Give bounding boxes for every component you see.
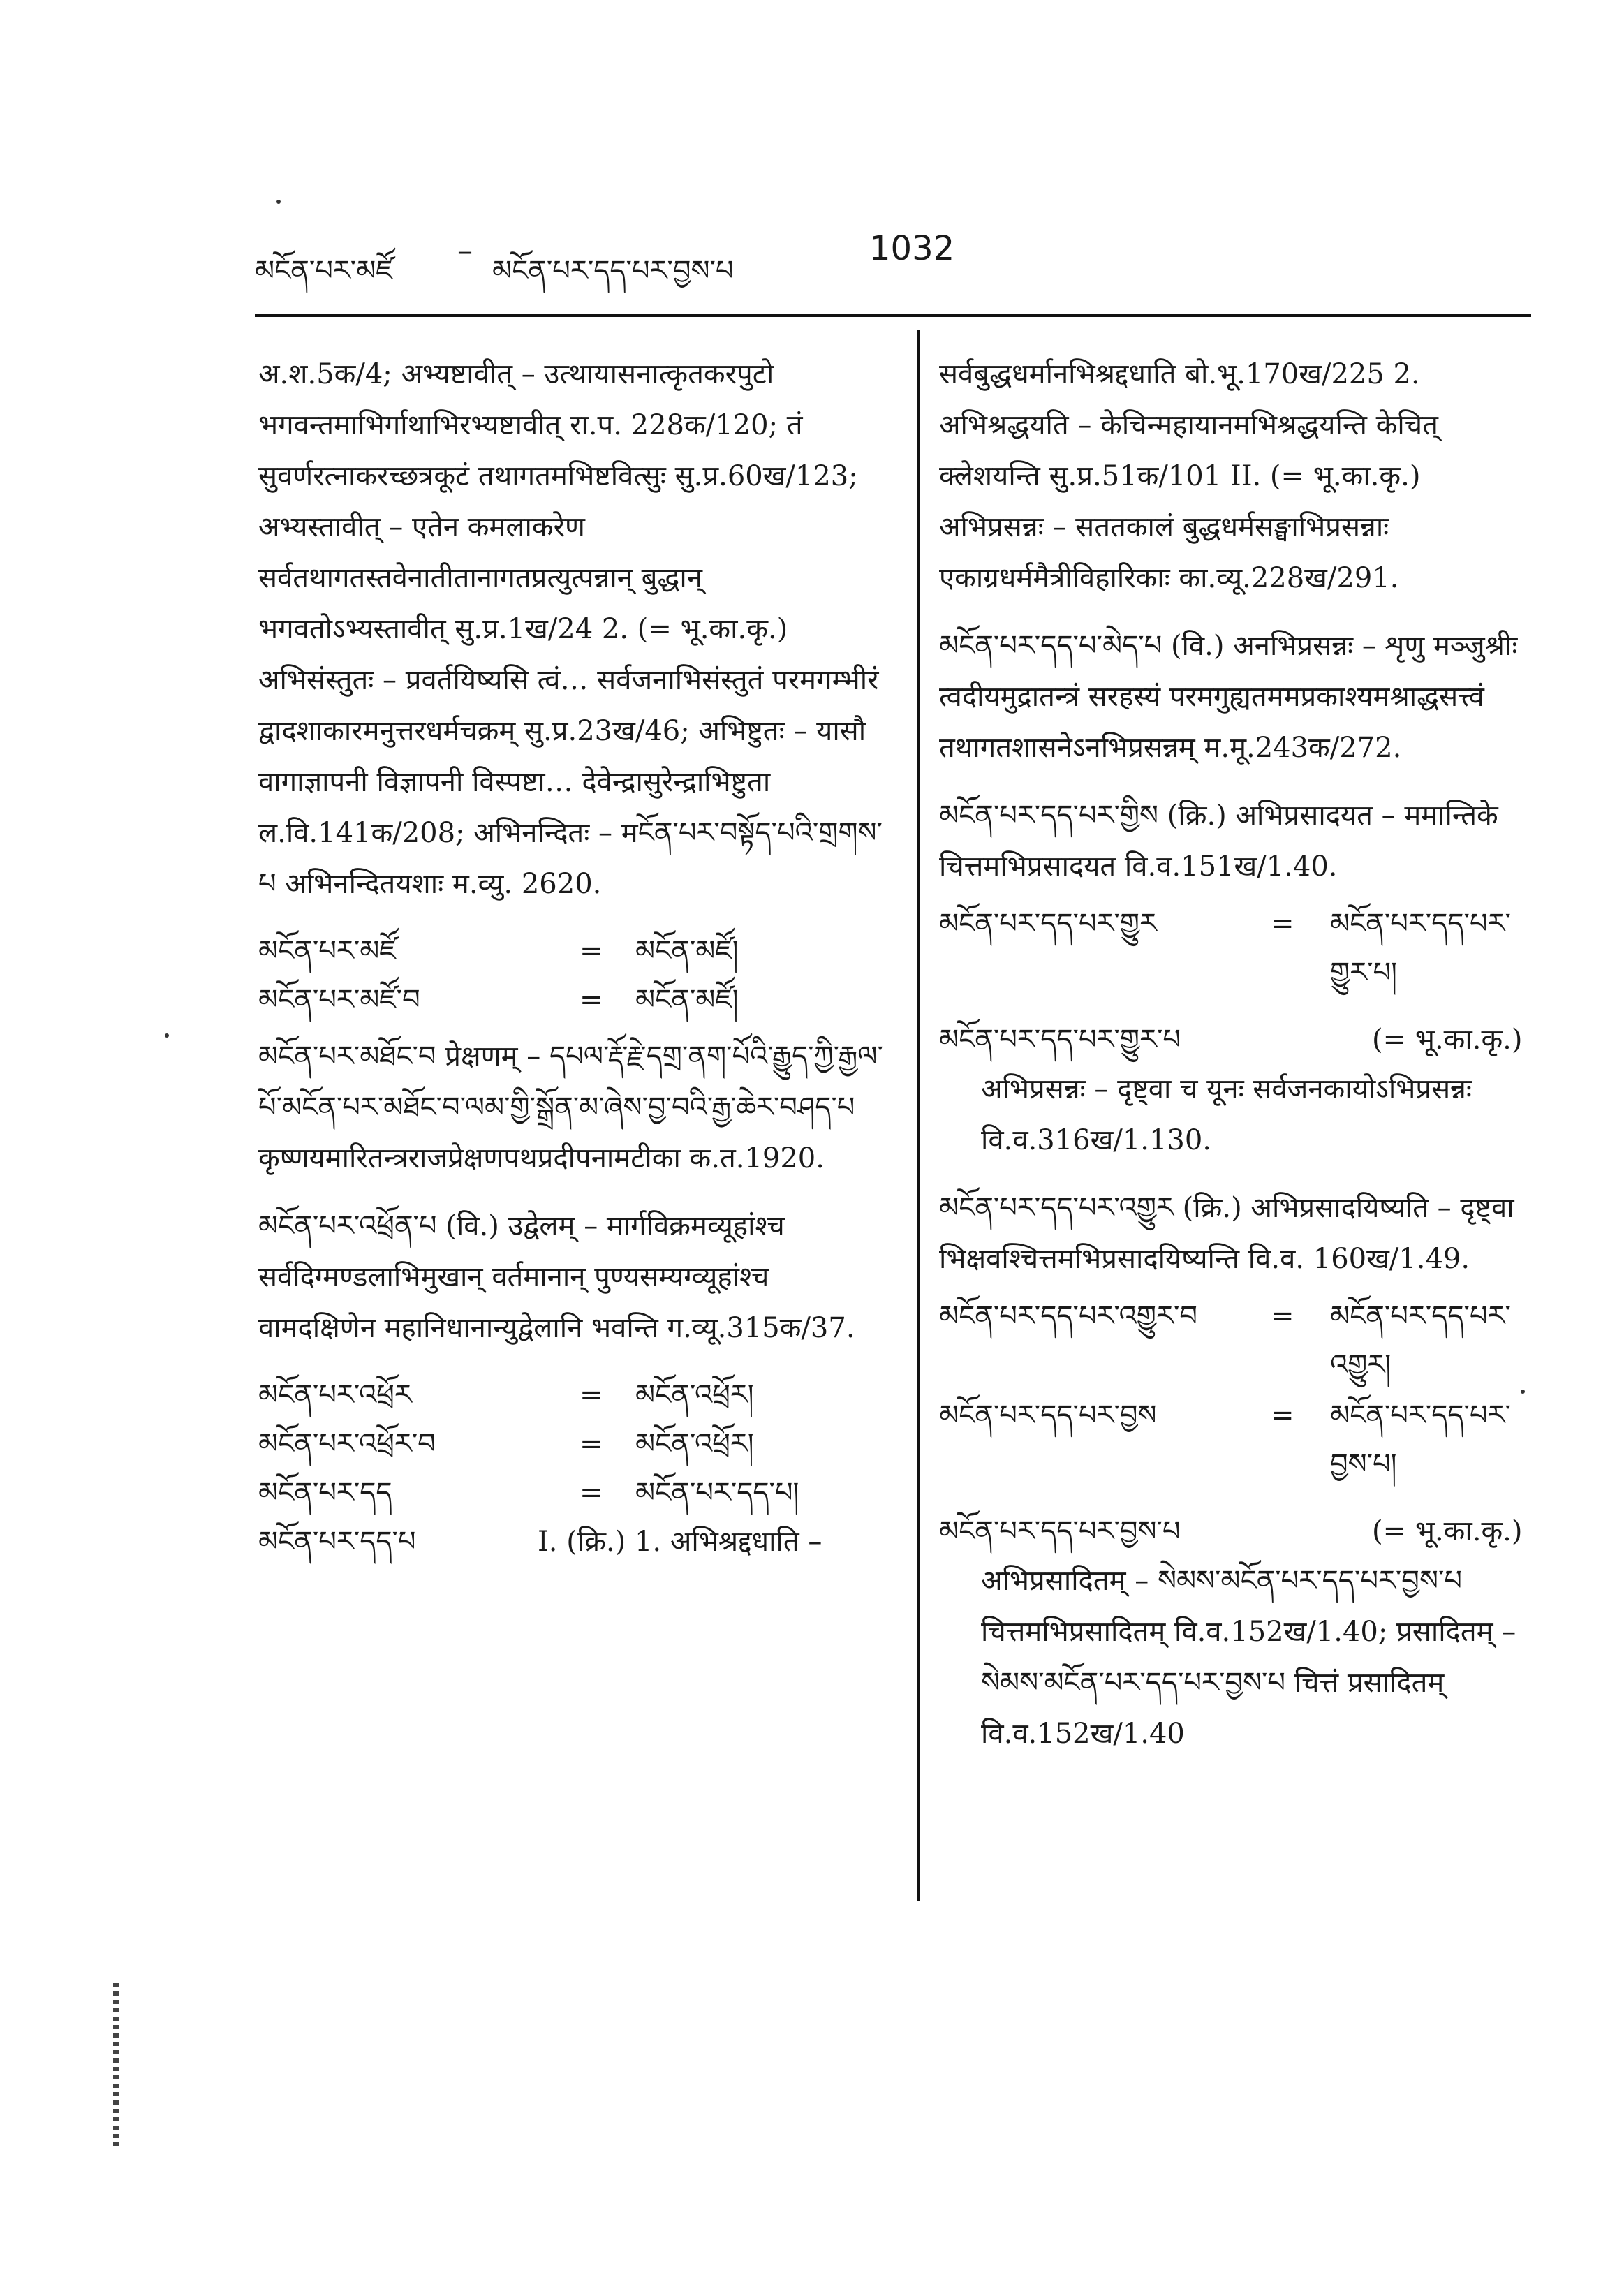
reference-target: མངོན་པར་དད་པ།: [635, 1477, 799, 1509]
equals-sign: =: [580, 1379, 603, 1411]
grammar-label: (= भू.का.कृ.): [1372, 1024, 1523, 1056]
reference-target: [1330, 1391, 1511, 1489]
cross-reference-entry: [258, 927, 887, 975]
equals-sign: =: [1271, 1300, 1294, 1332]
headword: མངོན་པར་འཕྲོར: [258, 1379, 412, 1411]
reference-target-line: གྱུར་པ།: [1330, 957, 1397, 989]
speck-dot: [165, 1033, 169, 1038]
dictionary-entry: མངོན་པར་དད་པར་འགྱུར (क्रि.) अभिप्रसादयिष्यति – दृष्ट्वा भिक्षवश्चित्तमभिप्रसादयिष्यन्ति वि.व. 160ख/1.49.: [939, 1192, 1514, 1275]
headword: མངོན་པར་མཛོ་བ: [258, 984, 420, 1016]
headword: མངོན་པར་དད་པར་བྱས: [939, 1399, 1157, 1431]
reference-target: མངོན་འཕྲོར།: [635, 1428, 754, 1460]
reference-target: མངོན་མཛོ།: [635, 935, 739, 967]
reference-target: [1330, 1292, 1511, 1390]
speck-dot: [276, 200, 281, 204]
entry-continuation: अ.श.5क/4; अभ्यष्टावीत् – उत्थायासनात्कृतकरपुटो भगवन्तमाभिर्गाथाभिरभ्यष्टावीत् रा.प. 228क/120; तं सुवर्णरत्नाकरच्छत्रकूटं तथागतमभिष्टवित्सुः सु.प्र.60ख/123; अभ्यस्तावीत् – एतेन कमलाकरेण सर्वतथागतस्तवेनातीतानागतप्रत्युत्पन्नान् बुद्धान् भगवतोऽभ्यस्तावीत् सु.प्र.1ख/24 2. (= भू.का.कृ.) अभिसंस्तुतः – प्रवर्तयिष्यसि त्वं… सर्वजनाभिसंस्तुतं परमगम्भीरं द्वादशाकारमनुत्तरधर्मचक्रम् सु.प्र.23ख/46; अभिष्टुतः – यासौ वागाज्ञापनी विज्ञापनी विस्पष्टा… देवेन्द्रासुरेन्द्राभिष्टुता ल.वि.141क/208; अभिनन्दितः – मངོན་པར་བསྟོད་པའི་གྲགས་པ अभिनन्दितयशाः म.व्यु. 2620.: [258, 358, 883, 900]
headword: མངོན་པར་དད་པར་གྱུར: [939, 908, 1157, 940]
entry-definition-start: I. (क्रि.) 1. अभिश्रद्दधाति –: [538, 1526, 822, 1558]
reference-target-line: མངོན་པར་དད་པར་: [1330, 1300, 1511, 1332]
headword: མངོན་པར་འཕྲོར་བ: [258, 1428, 436, 1460]
headword: མངོན་པར་དད་པ: [258, 1526, 416, 1558]
page-header: [255, 229, 1526, 285]
entry-definition: अभिप्रसन्नः – दृष्ट्वा च यूनः सर्वजनकायोऽभिप्रसन्नः वि.व.316ख/1.130.: [981, 1073, 1472, 1156]
equals-sign: =: [580, 1477, 603, 1509]
cross-reference-entry: [258, 1468, 887, 1517]
header-first-headword: མངོན་པར་མཛོ: [255, 255, 393, 287]
cross-reference-entry: [258, 975, 887, 1024]
reference-target-line: མངོན་པར་དད་པར་: [1330, 908, 1511, 940]
equals-sign: =: [1271, 1399, 1294, 1431]
reference-target-line: མངོན་པར་དད་པར་: [1330, 1399, 1511, 1431]
cross-reference-entry: [939, 1292, 1533, 1391]
right-column: [939, 349, 1533, 1760]
headword: མངོན་པར་དད་པར་འགྱུར་བ: [939, 1300, 1197, 1332]
headword: མངོན་པར་དད: [258, 1477, 392, 1509]
scan-edge-mark: [113, 1983, 119, 2151]
reference-target: [1330, 899, 1511, 997]
page-number: 1032: [869, 229, 955, 268]
header-rule: [255, 314, 1531, 317]
cross-reference-entry: [258, 1420, 887, 1468]
entry-continuation: सर्वबुद्धधर्मानभिश्रद्दधाति बो.भू.170ख/225 2. अभिश्रद्धयति – केचिन्महायानमभिश्रद्धयन्ति केचित् क्लेशयन्ति सु.प्र.51क/101 II. (= भू.का.कृ.) अभिप्रसन्नः – सततकालं बुद्धधर्मसङ्घाभिप्रसन्नाः एकाग्रधर्ममैत्रीविहारिकाः का.व्यू.228ख/291.: [939, 358, 1438, 594]
cross-reference-entry: [258, 1371, 887, 1420]
reference-target: མངོན་འཕྲོར།: [635, 1379, 754, 1411]
dictionary-entry: མངོན་པར་འཕྲོན་པ (वि.) उद्वेलम् – मार्गविक्रमव्यूहांश्च सर्वदिग्मण्डलाभिमुखान् वर्तमानान् पुण्यसम्यग्व्यूहांश्च वामदक्षिणेन महानिधानान्युद्वेलानि भवन्ति ग.व्यू.315क/37.: [258, 1210, 855, 1344]
entry-definition: अभिप्रसादितम् – སེམས་མངོན་པར་དད་པར་བྱས་པ चित्तमभिप्रसादितम् वि.व.152ख/1.40; प्रसादितम् – སེམས་མངོན་པར་དད་པར་བྱས་པ चित्तं प्रसादितम् वि.व.152ख/1.40: [981, 1565, 1516, 1750]
column-divider: [917, 330, 920, 1901]
cross-reference-entry: [939, 899, 1533, 999]
headword: མངོན་པར་དད་པར་གྱུར་པ: [939, 1024, 1181, 1056]
equals-sign: =: [580, 984, 603, 1016]
equals-sign: =: [580, 1428, 603, 1460]
dictionary-entry: མངོན་པར་དད་པ་མེད་པ (वि.) अनभिप्रसन्नः – शृणु मञ्जुश्रीः त्वदीयमुद्रातन्त्रं सरहस्यं परमगुह्यतममप्रकाश्यमश्राद्धसत्त्वं तथागतशासनेऽनभिप्रसन्नम् म.मू.243क/272.: [939, 630, 1518, 764]
dictionary-entry-start: [258, 1517, 887, 1566]
header-last-headword: མངོན་པར་དད་པར་བྱས་པ: [492, 255, 734, 287]
headword: མངོན་པར་མཛོ: [258, 935, 397, 967]
cross-reference-entry: [939, 1391, 1533, 1490]
dictionary-entry-head: [939, 1507, 1533, 1556]
dictionary-entry-head: [939, 1015, 1533, 1064]
reference-target: མངོན་མཛོ།: [635, 984, 739, 1016]
equals-sign: =: [580, 935, 603, 967]
left-column: [258, 349, 887, 1566]
dictionary-entry: མངོན་པར་མཐོང་བ प्रेक्षणम् – དཔལ་རྡོ་རྗེ་དགྲ་ནག་པོའི་རྒྱུད་ཀྱི་རྒྱལ་པོ་མངོན་པར་མཐོང་བ་ལམ་གྱི་སྒྲོན་མ་ཞེས་བྱ་བའི་རྒྱ་ཆེར་བཤད་པ कृष्णयमारितन्त्रराजप्रेक्षणपथप्रदीपनामटीका क.त.1920.: [258, 1040, 883, 1174]
equals-sign: =: [1271, 908, 1294, 940]
reference-target-line: འགྱུར།: [1330, 1349, 1392, 1381]
headword: མངོན་པར་དད་པར་བྱས་པ: [939, 1515, 1181, 1547]
header-dash: –: [457, 233, 473, 269]
reference-target-line: བྱས་པ།: [1330, 1448, 1397, 1480]
grammar-label: (= भू.का.कृ.): [1372, 1515, 1523, 1547]
dictionary-entry: མངོན་པར་དད་པར་གྱིས (क्रि.) अभिप्रसादयत – ममान्तिके चित्तमभिप्रसादयत वि.व.151ख/1.40.: [939, 800, 1498, 883]
